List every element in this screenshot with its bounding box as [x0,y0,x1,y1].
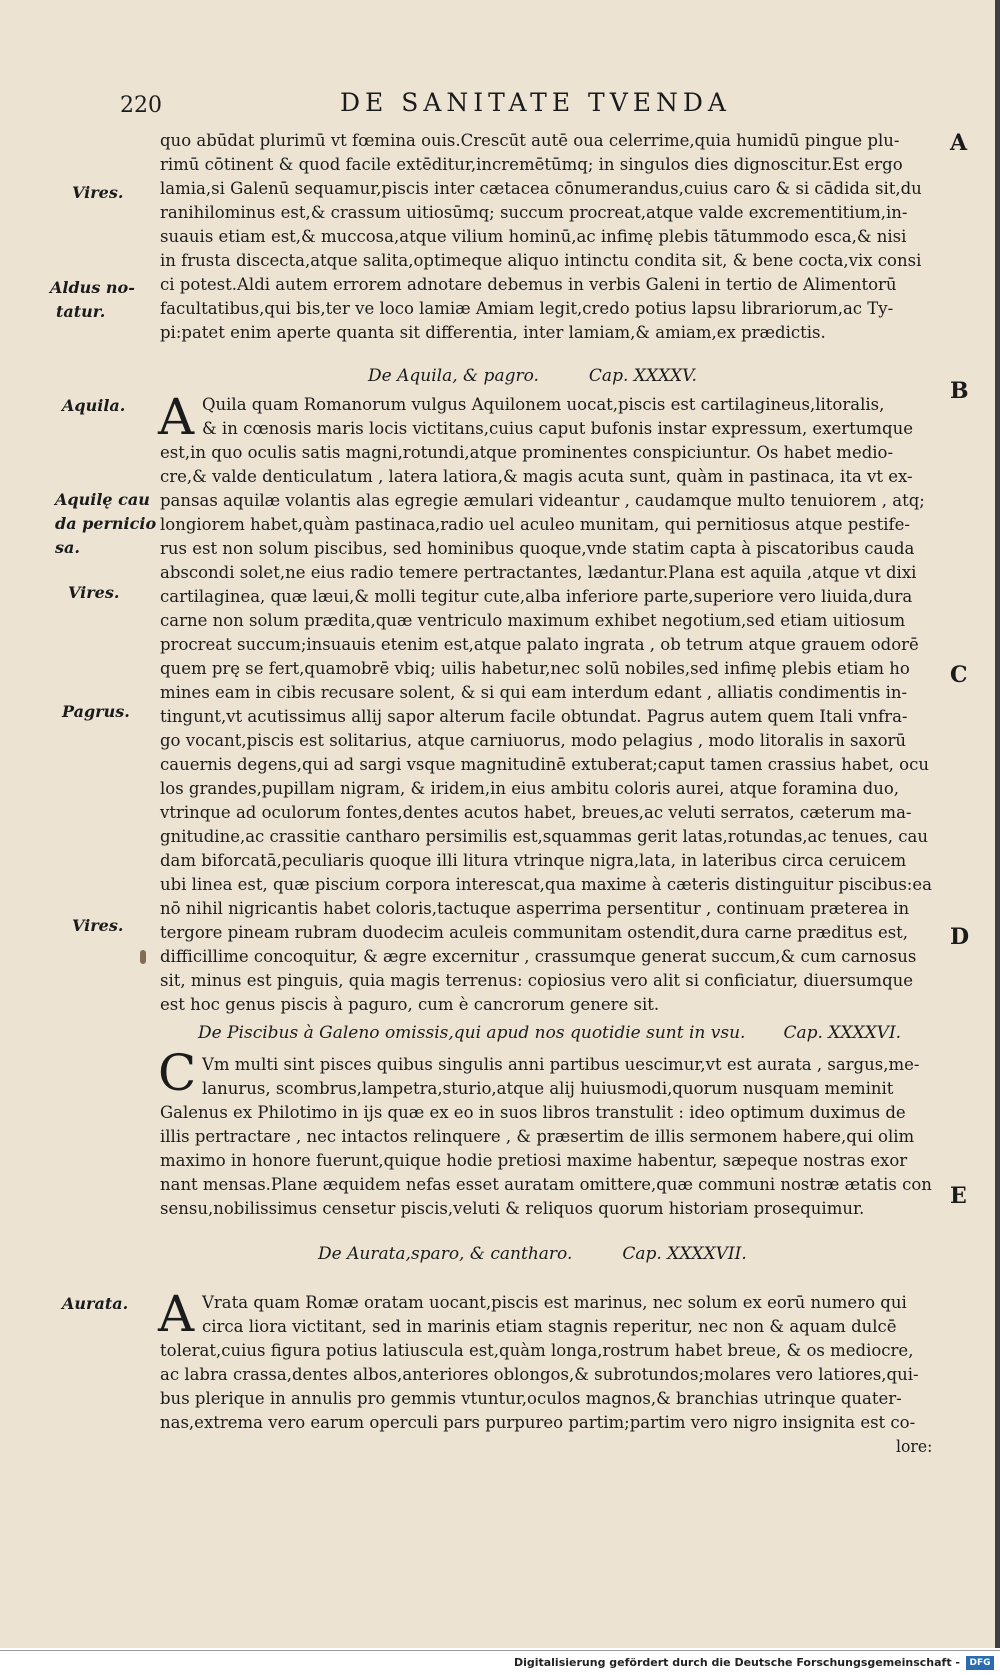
chapter-number: Cap. XXXXV. [588,366,697,386]
text-line: nō nihil nigricantis habet coloris,tactuque asperrima persentitur , continuam præterea in [160,899,910,918]
text-line: lore: [896,1437,933,1456]
text-line: procreat succum;insuauis etenim est,atque palato ingrata , ob tetrum atque grauem odorē [160,635,919,654]
text-line: cre,& valde denticulatum , latera latiora,& magis acuta sunt, quàm in pastinaca, ita vt ex- [160,467,913,486]
text-line: quo abūdat plurimū vt fœmina ouis.Crescūt autē oua celerrime,quia humidū pingue plu- [160,131,900,150]
text-line: est hoc genus piscis à paguro, cum è cancrorum genere sit. [160,995,660,1014]
text-line: dam biforcatā,peculiaris quoque illi litura vtrinque nigra,lata, in lateribus circa ceruicem [160,851,907,870]
text-line: carne non solum prædita,quæ ventriculo maximum exhibet negotium,sed etiam uitiosum [160,611,906,630]
text-line: Galenus ex Philotimo in ijs quæ ex eo in suos libros transtulit : ideo optimum duximus de [160,1103,906,1122]
text-line: ac labra crassa,dentes albos,anteriores oblongos,& subrotundos;molares vero latiores,qui- [160,1365,919,1384]
chapter-number: Cap. XXXXVII. [622,1244,747,1264]
margin-note-vires: Vires. [72,183,124,202]
text-line: tingunt,vt acutissimus allij sapor alterum facile obtundat. Pagrus autem quem Itali vnfra- [160,707,908,726]
text-line: go vocant,piscis est solitarius, atque carniuorus, modo pelagius , modo litoralis in saxorū [160,731,907,750]
text-line: quem prę se fert,quamobrē vbiq; uilis habetur,nec solū nobiles,sed infimę plebis etiam ho [160,659,910,678]
text-line: ubi linea est, quæ piscium corpora interescat,qua maxime à cæteris distinguitur piscibus:ea [160,875,932,894]
text-line: illis pertractare , nec intactos relinquere , & præsertim de illis sermonem habere,qui olim [160,1127,915,1146]
text-line: in frusta discecta,atque salita,optimeque aliquo intinctu condita sit, & bene cocta,vix consi [160,251,922,270]
chapter-heading [198,1023,901,1043]
text-line: sensu,nobilissimus censetur piscis,veluti & reliquos quorum historiam prosequimur. [160,1199,865,1218]
text-line: suauis etiam est,& muccosa,atque vilium hominū,ac infimę plebis tātummodo esca,& nisi [160,227,907,246]
side-letter-a: A [950,130,968,156]
drop-cap: C [158,1044,197,1102]
drop-cap: A [158,388,195,446]
side-letter-c: C [950,662,968,688]
text-line: lanurus, scombrus,lampetra,sturio,atque alij huiusmodi,quorum nusquam meminit [202,1079,894,1098]
text-line: cartilaginea, quæ læui,& molli tegitur cute,alba inferiore parte,superiore vero liuida,dura [160,587,913,606]
text-line: ranihilominus est,& crassum uitiosūmq; succum procreat,atque valde excrementitium,in- [160,203,908,222]
text-line: & in cœnosis maris locis victitans,cuius caput bufonis instar expressum, exertumque [202,419,914,438]
text-line: rimū cōtinent & quod facile extēditur,incremētūmq; in singulos dies dignoscitur.Est ergo [160,155,903,174]
footer-credit: Digitalisierung gefördert durch die Deutsche Forschungsgemeinschaft - [513,1656,960,1669]
text-line: rus est non solum piscibus, sed hominibus quoque,vnde statim capta à piscatoribus cauda [160,539,915,558]
chapter-heading [318,1244,747,1264]
chapter-number: Cap. XXXXVI. [783,1023,902,1043]
text-line: gnitudine,ac crassitie cantharo persimilis est,squammas gerit latas,rotundas,ac tenues, cau [160,827,928,846]
margin-note-aquilae-cauda: Aquilę cau [55,490,150,509]
text-line: vtrinque ad oculorum fontes,dentes acutos habet, breues,ac veluti serratos, cæterum ma- [160,803,912,822]
text-line: tergore pineam rubram duodecim aculeis communitam ostendit,dura carne præditus est, [160,923,909,942]
text-line: cauernis degens,qui ad sargi vsque magnitudinē extuberat;caput tamen crassius habet, ocu [160,755,929,774]
margin-note-vires: Vires. [72,916,124,935]
text-line: abscondi solet,ne eius radio temere pertractantes, lædantur.Plana est aquila ,atque vt dixi [160,563,917,582]
dfg-logo: DFG [966,1656,994,1670]
text-line: pi:patet enim aperte quanta sit differentia, inter lamiam,& amiam,ex prædictis. [160,323,826,342]
scan-edge [995,0,1000,1648]
text-line: los grandes,pupillam nigram, & iridem,in eius ambitu coloris aurei, atque foramina duo, [160,779,900,798]
text-line: bus plerique in annulis pro gemmis vtuntur,oculos magnos,& branchias utrinque quater- [160,1389,902,1408]
margin-note-vires: Vires. [68,583,120,602]
text-line: Quila quam Romanorum vulgus Aquilonem uocat,piscis est cartilagineus,litoralis, [202,395,885,414]
text-line: Vrata quam Romæ oratam uocant,piscis est marinus, nec solum ex eorū numero qui [202,1293,907,1312]
margin-note-aquilae-cauda: sa. [55,538,80,557]
chapter-title: De Aquila, & pagro. [368,366,539,386]
margin-note-aquilae-cauda: da pernicio [55,514,157,533]
margin-note-aldus: tatur. [56,302,106,321]
margin-note-aldus: Aldus no- [50,278,135,297]
side-letter-d: D [950,924,970,950]
text-line: mines eam in cibis recusare solent, & si qui eam interdum edant , alliatis condimentis in- [160,683,908,702]
margin-note-aquila: Aquila. [62,396,126,415]
text-line: nant mensas.Plane æquidem nefas esset auratam omittere,quæ communi nostræ ætatis con [160,1175,932,1194]
text-line: difficillime concoquitur, & ægre excernitur , crassumque generat succum,& cum carnosus [160,947,917,966]
side-letter-e: E [950,1183,967,1209]
drop-cap: A [158,1285,195,1343]
footer-bar [0,1650,1000,1675]
page-number: 220 [120,93,162,118]
text-line: Vm multi sint pisces quibus singulis anni partibus uescimur,vt est aurata , sargus,me- [202,1055,920,1074]
text-line: pansas aquilæ volantis alas egregie æmulari videantur , caudamque multo tenuiorem , atq; [160,491,925,510]
chapter-heading [368,366,697,386]
ink-stain [140,950,146,964]
text-line: maximo in honore fuerunt,quique hodie pretiosi maxime habentur, sæpeque nostras exor [160,1151,908,1170]
text-line: est,in quo oculis satis magni,rotundi,atque prominentes conspiciuntur. Os habet medio- [160,443,894,462]
text-line: nas,extrema vero earum operculi pars purpureo partim;partim vero nigro insignita est co- [160,1413,916,1432]
running-head: DE SANITATE TVENDA [340,88,731,117]
text-line: circa liora victitant, sed in marinis etiam stagnis reperitur, nec non & aquam dulcē [202,1317,897,1336]
side-letter-b: B [950,378,969,404]
margin-note-pagrus: Pagrus. [62,702,130,721]
text-line: lamia,si Galenū sequamur,piscis inter cætacea cōnumerandus,cuius caro & si cādida sit,du [160,179,922,198]
text-line: tolerat,cuius figura potius latiuscula est,quàm longa,rostrum habet breue, & os mediocre, [160,1341,914,1360]
text-line: longiorem habet,quàm pastinaca,radio uel aculeo munitam, qui pernitiosus atque pestife- [160,515,910,534]
text-line: ci potest.Aldi autem errorem adnotare debemus in verbis Galeni in tertio de Alimentorū [160,275,897,294]
chapter-title: De Piscibus à Galeno omissis,qui apud nos quotidie sunt in vsu. [198,1023,746,1043]
chapter-title: De Aurata,sparo, & cantharo. [318,1244,573,1264]
text-line: facultatibus,qui bis,ter ve loco lamiæ Amiam legit,credo potius lapsu librariorum,ac Ty- [160,299,894,318]
margin-note-aurata: Aurata. [62,1294,129,1313]
text-line: sit, minus est pinguis, quia magis terrenus: copiosius vero alit si conficiatur, diuersumque [160,971,914,990]
